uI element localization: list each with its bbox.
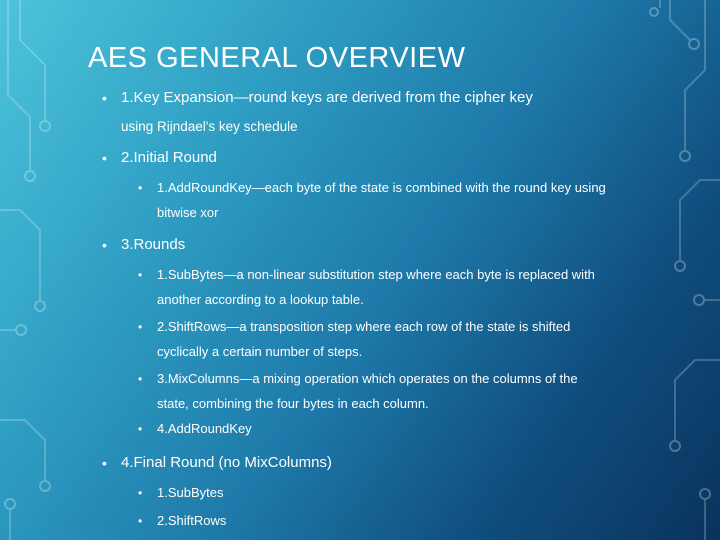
slide-title: AES GENERAL OVERVIEW <box>88 42 466 74</box>
bullet-marker: • <box>102 150 107 166</box>
bullet-text: 3.Rounds <box>121 236 186 253</box>
sub-bullet-addroundkey-2 <box>138 416 608 441</box>
bullet-text: 2.Initial Round <box>121 149 217 166</box>
bullet-marker: • <box>102 90 107 106</box>
circuit-decoration-left <box>0 0 110 540</box>
sub-bullet-final-shiftrows <box>138 508 608 533</box>
sub-bullet-final-subbytes <box>138 480 608 505</box>
bullet-text: 3.MixColumns—a mixing operation which operates on the columns of the state, combining the four bytes in each column. <box>157 371 578 411</box>
bullet-marker: • <box>138 268 143 282</box>
bullet-text: 4.AddRoundKey <box>157 421 252 436</box>
bullet-marker: • <box>138 372 143 386</box>
bullet-marker: • <box>138 486 143 500</box>
bullet-text-continuation: using Rijndael's key schedule <box>121 119 298 134</box>
circuit-decoration-right <box>610 0 720 540</box>
sub-bullet-addroundkey <box>138 175 608 225</box>
bullet-marker: • <box>102 237 107 253</box>
bullet-item-final-round <box>102 448 602 478</box>
bullet-marker: • <box>102 455 107 471</box>
bullet-text: 4.Final Round (no MixColumns) <box>121 454 332 471</box>
bullet-marker: • <box>138 514 143 528</box>
bullet-marker: • <box>138 181 143 195</box>
sub-bullet-subbytes <box>138 262 608 312</box>
sub-bullet-shiftrows <box>138 314 608 364</box>
bullet-text: 1.SubBytes—a non-linear substitution step where each byte is replaced with another according to a lookup table. <box>157 267 595 307</box>
bullet-marker: • <box>138 422 143 436</box>
bullet-item-key-expansion <box>102 83 602 134</box>
bullet-text: 2.ShiftRows <box>157 513 227 528</box>
bullet-text: 1.SubBytes <box>157 485 224 500</box>
bullet-text: 1.AddRoundKey—each byte of the state is combined with the round key using bitwise xor <box>157 180 606 220</box>
bullet-item-rounds <box>102 230 602 260</box>
bullet-item-initial-round <box>102 143 602 173</box>
bullet-text: 2.ShiftRows—a transposition step where each row of the state is shifted cyclically a certain number of steps. <box>157 319 571 359</box>
bullet-marker: • <box>138 320 143 334</box>
sub-bullet-mixcolumns <box>138 366 608 416</box>
bullet-text: 1.Key Expansion—round keys are derived from the cipher key <box>121 89 533 106</box>
